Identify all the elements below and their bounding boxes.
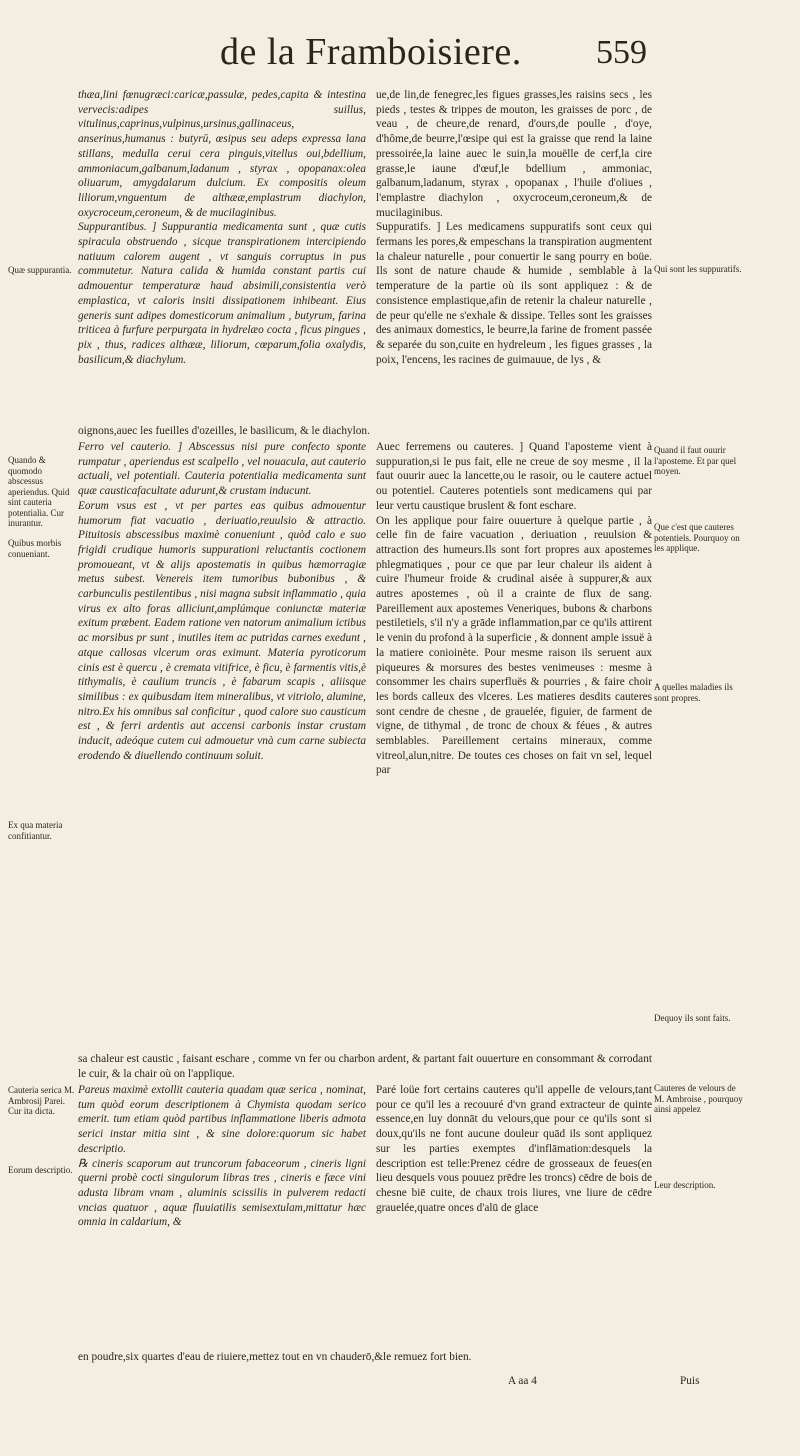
latin-paragraph-cauterium: Ferro vel cauterio. ] Abscessus nisi pure confecto sponte rumpatur , aperiendus est scalpello , vel nouacula, aut cauterio actuali, vel potentiali. Cauteria potentialia medicamenta sunt quæ causticafacultate adurunt,& crustam inducunt. — [78, 441, 366, 498]
french-paragraph-cauteres: Auec ferremens ou cauteres. ] Quand l'aposteme vient à suppuration,si le pus fait, elle ne creue de soy mesme , il la faut ouurir auec la lancette,ou le rasoir, ou le cautere actuel ou potentiel. Cauteres potentiels sont medicamens qui par leur vertu caustique bruslent & font eschare. — [376, 441, 652, 512]
left-margin-note-4: Ex qua materia confitiantur. — [8, 820, 63, 841]
left-margin-note-1: Quæ suppurantia. — [8, 265, 72, 275]
french-column-bottom — [376, 1083, 652, 1215]
latin-paragraph-pareus: Pareus maximè extollit cauteria quadam quæ serica , nominat, tum quòd eorum descriptionem à Chymista quodam serico emerit. tum etiam quòd partibus inflammatione liberis admota serici instar mitia sint , & sine dolore:quorum sic habet descriptio. — [78, 1084, 366, 1155]
right-margin-note-3: Que c'est que cauteres potentiels. Pourquoy on les applique. — [654, 522, 740, 553]
left-margin-note-3: Quibus morbis conueniant. — [8, 538, 62, 559]
right-margin-note-2: Quand il faut ouurir l'aposteme. Et par quel moyen. — [654, 445, 737, 476]
latin-column-top — [78, 88, 366, 367]
right-margin-note-7: Leur description. — [654, 1180, 716, 1190]
running-title: de la Framboisiere. — [220, 31, 522, 73]
page-number: 559 — [596, 34, 647, 71]
right-margin-note-4: A quelles maladies ils sont propres. — [654, 682, 733, 703]
left-margin-note-5: Cauteria serica M. Ambrosij Parei. Cur ita dicta. — [8, 1085, 75, 1116]
latin-paragraph-usus: Eorum vsus est , vt per partes eas quibus admouentur humorum fiat vacuatio , deriuatio,reuulsio & attractio. Pituitosis abscessibus maximè conueniunt , quòd calo e suo frigidi crudique humoris suppurationi reluctantis coctionem promoueant, vt & alijs apostematis in quibus hæmorragiæ metus subest. Venereis item tumoribus bubonibus , & carbunculis pestilentibus , nisi magna subsit inflammatio , quia virus ex alto foras alliciunt,amplúmque coniunctæ materiæ exitum præbent. Eadem ratione ven natorum animalium ictibus ac morsibus pr sunt , inutiles item ac putridas carnes exedunt , atque callosas vlcerum oras eximunt. Materia pyroticorum cinis est è quercu , è cremata vitifrice, è ficu, è farmentis vitis,è tithymalis, è caulium truncis , è fabarum scapis , aliisque similibus : ex quibusdam item mineralibus, vt vitriolo, alumine, nitro.Ex his omnibus sal conficitur , quod calore suo causticum est , & ferri ardentis aut accensi carbonis instar crustam inducit, adeóque cutem cui admouetur vnà cum carne subiecta erodendo & diuellendo continuum soluit. — [78, 499, 366, 762]
latin-column-middle — [78, 440, 366, 763]
right-margin-note-6: Cauteres de velours de M. Ambroise , pourquoy ainsi appelez — [654, 1083, 743, 1114]
french-paragraph-application: On les applique pour faire ouuerture à quelque partie , à celle fin de faire vacuation , deriuation , reuulsion & attraction des humeurs.Ils sont fort propres aux apostemes phlegmatiques , pour ce que par leur chaleur ils aident à cuire l'humeur froide & crudinal aisée à suppurer,& aux autres apostemes , où il a crainte de flux de sang. Pareillement aux apostemes Veneriques, bubons & charbons pestiletiels, s'il n'y a grāde inflammation,par ce qu'ils attirent le venin du profond à la superficie , & donnent ample issuë à la matiere conioinète. Pour mesme raison ils seruent aux piqueures & morsures des bestes venimeuses : mesme à consommer les chairs superfluës & pourries , & faire choir les bords calleux des vlceres. Les matieres desdits cauteres sont cendre de chesne , de grauelée, figuier, de farment de vigne, de tithymal , de tronc de choux & féues , & autres semblables. Pareillement certains mineraux, comme vitreol,alun,nitre. De toutes ces choses on fait vn sel, lequel par — [376, 514, 652, 777]
french-paragraph-emollients: ue,de lin,de fenegrec,les figues grasses,les raisins secs , les pieds , testes & trippes de mouton, les graisses de porc , de veau , de cheure,de renard, d'ours,de poulle , d'oye, d'hôme,de beurre,l'œsipe qui est la graisse que rend la laine pressoirée,la laine auec le suin,la mouëlle de cerf,la cire grasse,le iaune d'œuf,le bdellium , ammoniac, galbanum,ladanum, styrax , opopanax , l'huile d'oliues , l'emplastre diachylon , oxycroceum,ceroneum,& de mucilaginibus. — [376, 89, 652, 219]
full-width-line-3: en poudre,six quartes d'eau de riuiere,mettez tout en vn chauderō,&le remuez fort bien. — [78, 1351, 472, 1363]
right-margin-note-1: Qui sont les suppuratifs. — [654, 264, 742, 274]
full-width-line-2: sa chaleur est caustic , faisant eschare , comme vn fer ou charbon ardent, & partant fait ouuerture en consommant & corrodant le cuir, & la chair où on l'applique. — [78, 1053, 652, 1080]
french-column-middle — [376, 440, 652, 778]
catchword: Puis — [680, 1375, 700, 1387]
latin-paragraph-emollients: thæa,lini fœnugræci:caricæ,passulæ, pedes,capita & intestina vervecis:adipes suillus, vitulinus,caprinus,vulpinus,ursinus,gallinaceus, anserinus,humanus : butyrū, œsipus seu adeps expressa lana stillans, medulla cerui cera pinguis,vitellus oui,bdellium, ammoniacum,galbanum,ladanum , styrax , opopanax:olea oliuarum, amygdalarum dulcium. Ex compositis oleum liliorum,vnguentum de althææ,emplastrum diachylon, oxycroceum,ceroneum, & de mucilaginibus. — [78, 89, 366, 219]
running-header — [0, 30, 800, 82]
right-margin-note-5: Dequoy ils sont faits. — [654, 1013, 731, 1023]
left-margin-note-2: Quando & quomodo abscessus aperiendus. Quid sint cauteria potentialia. Cur inurantur. — [8, 455, 70, 528]
signature-mark: A aa 4 — [508, 1375, 537, 1387]
french-column-top — [376, 88, 652, 367]
latin-paragraph-recipe: ℞ cineris scaporum aut truncorum fabaceorum , cineris ligni querni probè cocti singulorum libras tres , cineris e fæce vini adusta libram vnam , aluminis scissilis in pulverem redacti vncias quatuor , aquæ fluuiatilis semisextulam,mittatur hæc omnia in caldarium, & — [78, 1157, 366, 1229]
left-margin-note-6: Eorum descriptio. — [8, 1165, 73, 1175]
latin-column-bottom — [78, 1083, 366, 1230]
french-paragraph-suppuratifs: Suppuratifs. ] Les medicamens suppuratifs sont ceux qui fermans les pores,& empeschans la transpiration augmentent la chaleur naturelle , pour conuertir le sang pourry en boüe. Ils sont de nature chaude & humide , semblable à la temperature de la partie où ils sont appliquez : & de consistence emplastique,afin de retenir la chaleur naturelle , de peur qu'elle ne s'exhale & dissipe. Telles sont les graisses des animaux domestics, le beurre,la farine de froment passée & separée du son,cuite en hydreleum , les figues grasses , la poix, l'encens, les racines de guimauue, de lys , & — [376, 221, 652, 366]
french-paragraph-pare: Paré loüe fort certains cauteres qu'il appelle de velours,tant pour ce qu'il les a recouuré d'vn grand extracteur de quinte essence,en luy donnāt du velours,que pour ce qu'ils sont si doux,qu'ils ne font aucune douleur quād ils sont appliquez sur les parties exemptes d'inflāmation:desquels la description est telle:Prenez cédre de grosseaux de feues(en lieu desquels vous pouuez prēdre les troncs) cēdre de bois de chesne biē cuite, de chaux trois liures, vne liure de cēdre grauelée,quatre onces d'alū de glace — [376, 1084, 652, 1214]
latin-paragraph-suppurantia: Suppurantibus. ] Suppurantia medicamenta sunt , quæ cutis spiracula obstruendo , sicque transpirationem intercipiendo natiuum calorem augent , vt sanguis corruptus in pus commutetur. Natura calida & humida constant partis cui admouentur temperaturæ haud absimili,consistentia verò emplastica, vt caloris insiti dissipationem inhibeant. Eius generis sunt adipes domesticorum animalium , butyrum, farina triticea à furfure perpurgata in hydrelæo cocta , ficus pingues , pix , thus, radices althææ, liliorum, cœparum,folia oxalydis, basilicum,& diachylum. — [78, 221, 366, 366]
full-width-line-1: oignons,auec les fueilles d'ozeilles, le basilicum, & le diachylon. — [78, 425, 370, 437]
